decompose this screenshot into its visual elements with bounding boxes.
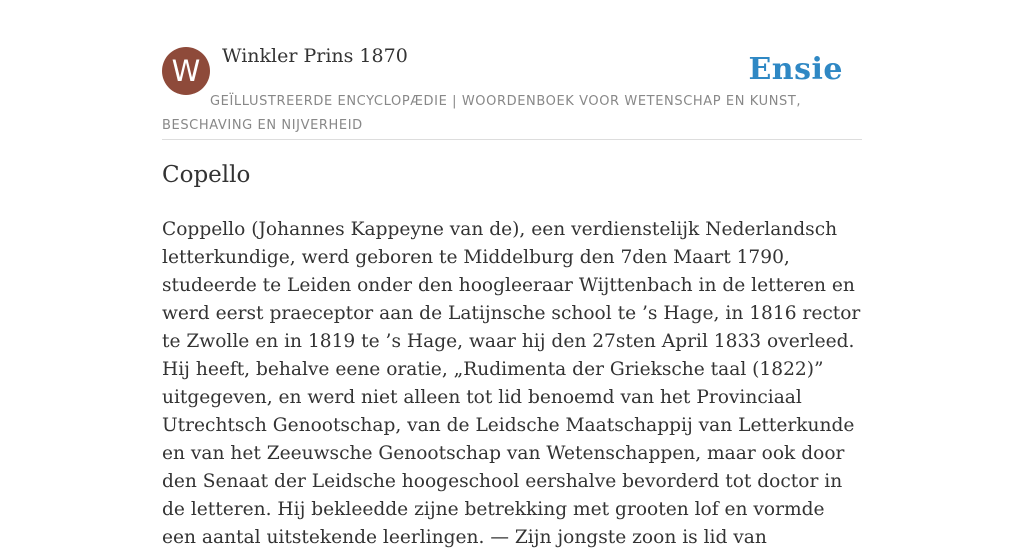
entry-title: Copello bbox=[162, 162, 251, 188]
header-divider bbox=[162, 139, 862, 140]
source-subtitle: GEÏLLUSTREERDE ENCYCLOPÆDIE | WOORDENBOEK VOOR WETENSCHAP EN KUNST, BESCHAVING EN NIJVERHEID bbox=[162, 94, 802, 133]
brand-logo[interactable]: Ensie bbox=[748, 52, 843, 87]
source-title[interactable]: Winkler Prins 1870 bbox=[222, 45, 408, 67]
source-avatar[interactable]: W bbox=[162, 47, 210, 95]
entry-text: Coppello (Johannes Kappeyne van de), een verdienstelijk Nederlandsch letterkundige, werd geboren te Middelburg den 7den Maart 1790, studeerde te Leiden onder den hoogleeraar Wijttenbach in de letteren en werd eerst praeceptor aan de Latijnsche school te ’s Hage, in 1816 rector te Zwolle en in 1819 te ’s Hage, waar hij den 27sten April 1833 overleed. Hij heeft, behalve eene oratie, „Rudimenta der Grieksche taal (1822)” uitgegeven, en werd niet alleen tot lid benoemd van het Provinciaal Utrechtsch Genootschap, van de Leidsche Maatschappij van Letterkunde en van het Zeeuwsche Genootschap van Wetenschappen, maar ook door den Senaat der Leidsche hoogeschool eershalve bevorderd tot doctor in de letteren. Hij bekleedde zijne betrekking met grooten lof en vormde een aantal uitstekende leerlingen. — Zijn jongste zoon is lid van bbox=[162, 219, 861, 548]
